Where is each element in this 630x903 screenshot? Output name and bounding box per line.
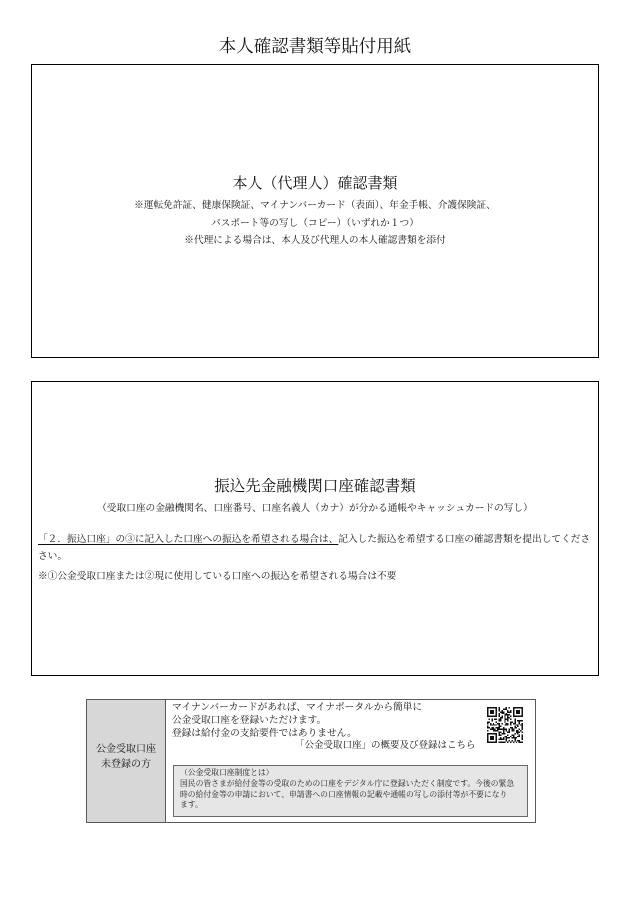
- bank-box-subheading: （受取口座の金融機関名、口座番号、口座名義人（カナ）が分かる通帳やキャッシュカードの写し）: [97, 503, 533, 514]
- public-account-label-line-1: 公金受取口座: [96, 744, 156, 755]
- document-title: 本人確認書類等貼付用紙: [218, 36, 412, 56]
- bank-box-note-underlined: 「２．振込口座」の③に記入した口座への振込を希望される場合は、: [38, 534, 339, 545]
- identity-box-line-1: ※運転免許証、健康保険証、マイナンバーカード（表面）、年金手帳、介護保険証、: [134, 200, 496, 211]
- public-account-info-line-3: 登録は給付金の支給要件ではありません。: [172, 728, 357, 739]
- definition-line-1: 国民の皆さまが給付金等の受取のための口座をデジタル庁に登録いただく制度です。今後の緊急: [180, 779, 515, 788]
- qr-code: [487, 707, 523, 743]
- definition-line-2: 時の給付金等の申請において、申請書への口座情報の記載や通帳の写しの添付等が不要になり: [180, 790, 508, 799]
- bank-box-note-line-1: [38, 535, 590, 545]
- bank-box-note-line-2: さい。: [38, 551, 68, 562]
- public-account-info-line-1: マイナンバーカードがあれば、マイナポータルから簡単に: [172, 702, 423, 713]
- identity-document-attachment-area: [31, 64, 599, 358]
- bank-box-note-line-3: ※①公金受取口座または②現に使用している口座への振込を希望される場合は不要: [38, 571, 397, 582]
- bank-account-document-attachment-area: [31, 381, 599, 676]
- identity-box-line-3: ※代理による場合は、本人及び代理人の本人確認書類を添付: [184, 235, 446, 246]
- definition-line-3: ます。: [180, 800, 203, 809]
- bank-box-note-line-1-rest: 記入した振込を希望する口座の確認書類を提出してくださ: [338, 534, 591, 545]
- identity-box-heading: 本人（代理人）確認書類: [232, 176, 398, 192]
- identity-box-line-2: パスポート等の写し（コピー）（いずれか１つ）: [211, 218, 419, 229]
- public-account-overview-link-text: 「公金受取口座」の概要及び登録はこちら: [295, 741, 476, 751]
- public-account-label-line-2: 未登録の方: [101, 759, 151, 770]
- definition-title: （公金受取口座制度とは）: [180, 768, 274, 777]
- bank-box-heading: 振込先金融機関口座確認書類: [214, 478, 416, 495]
- public-account-info-line-2: 公金受取口座を登録いただけます。: [172, 715, 327, 726]
